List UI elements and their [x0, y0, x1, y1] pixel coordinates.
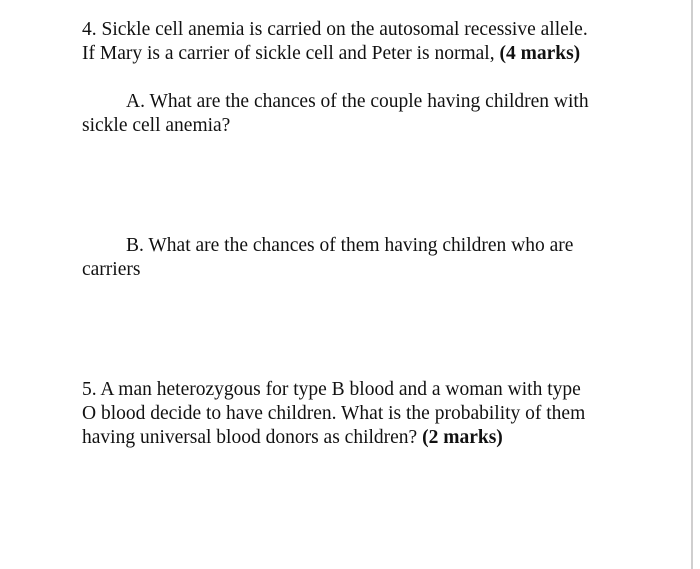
question-4a: [82, 90, 642, 138]
question-5-line-3-text: having universal blood donors as children?: [82, 427, 418, 448]
page-edge-divider: [691, 0, 693, 569]
question-5-line-1: 5. A man heterozygous for type B blood and a woman with type: [82, 379, 581, 400]
question-5: [82, 378, 642, 450]
question-4-line-1: 4. Sickle cell anemia is carried on the autosomal recessive allele.: [82, 19, 588, 40]
question-4b: [82, 234, 642, 282]
question-4: [82, 18, 642, 66]
question-4b-line-2: carriers: [82, 259, 141, 280]
question-5-line-3: [82, 426, 642, 450]
question-4a-line-1: A. What are the chances of the couple having children with: [126, 91, 589, 112]
question-4b-line-1: B. What are the chances of them having children who are: [126, 235, 574, 256]
question-4-line-2-text: If Mary is a carrier of sickle cell and Peter is normal,: [82, 43, 495, 64]
question-4-line-2: [82, 42, 642, 66]
question-4a-line-2: sickle cell anemia?: [82, 115, 231, 136]
question-4-marks: (4 marks): [499, 43, 581, 64]
question-5-marks: (2 marks): [422, 427, 503, 448]
question-5-line-2: O blood decide to have children. What is the probability of them: [82, 403, 586, 424]
